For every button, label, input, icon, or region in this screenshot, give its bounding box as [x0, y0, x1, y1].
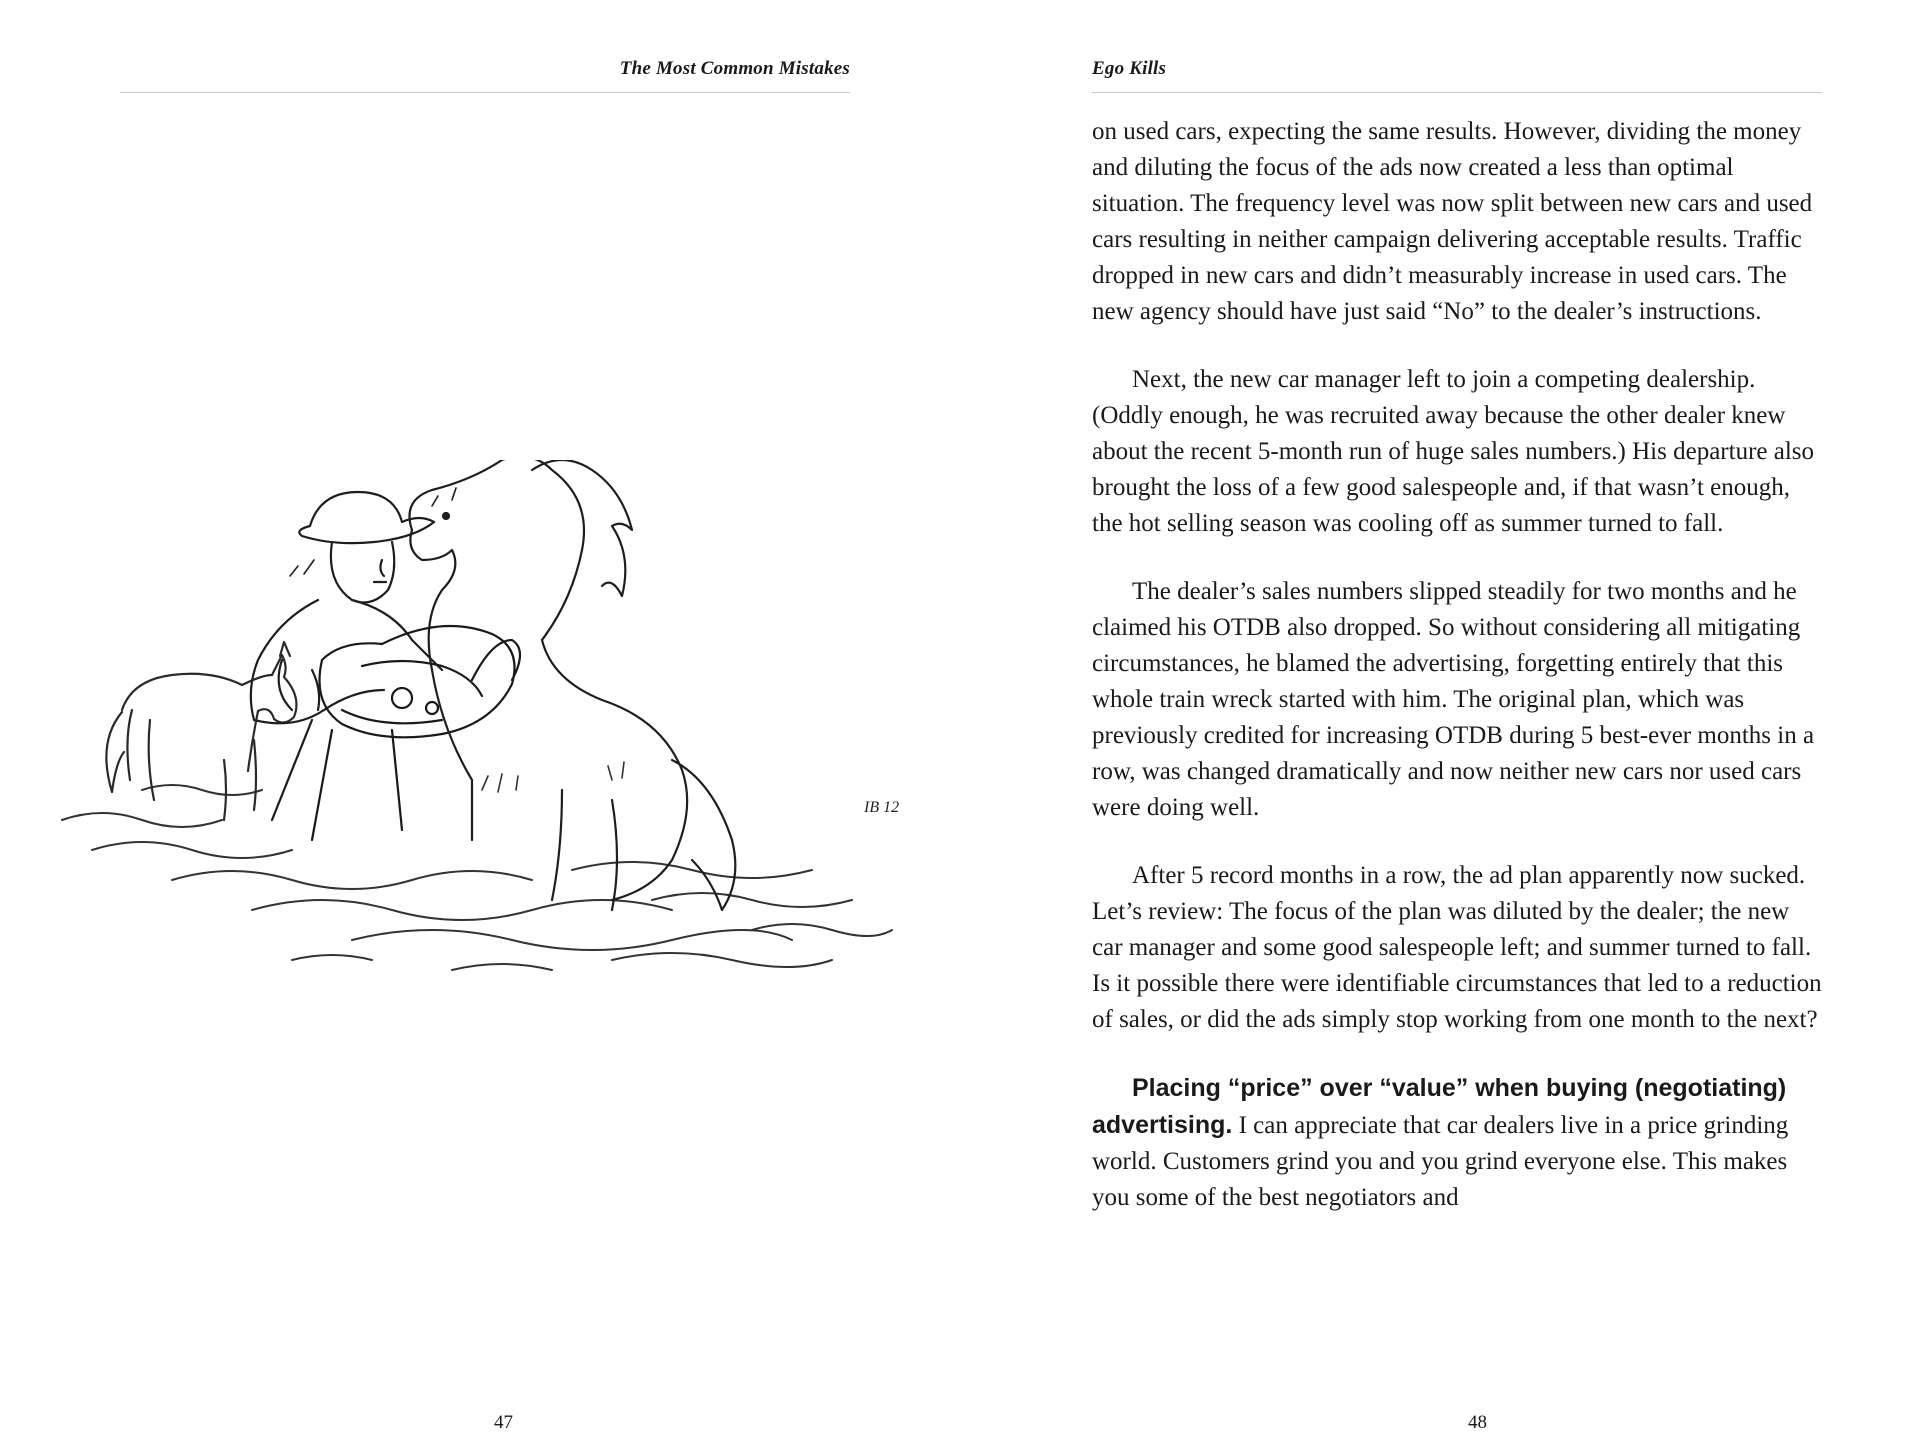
- paragraph: Next, the new car manager left to join a competing dealership. (Oddly enough, he was recruited away because the other dealer knew about the recent 5-month run of huge sales numbers.) His departure also brought the loss of a few good salespeople and, if that wasn’t enough, the hot selling season was cooling off as summer turned to fall.: [1092, 366, 1815, 537]
- section-subhead: Placing “price” over “value” when buying (negotiating) advertising.: [1092, 1074, 1787, 1139]
- subhead-paragraph-text: I can appreciate that car dealers live in a price grinding world. Customers grind you and you grind everyone else. This makes you some of the best negotiators and: [1092, 1112, 1789, 1211]
- right-page: [960, 0, 1920, 1440]
- paragraph: on used cars, expecting the same results. However, dividing the money and diluting the focus of the ads now created a less than optimal situation. The frequency level was now split between new cars and used cars resulting in neither campaign delivering acceptable results. Traffic dropped in new cars and didn’t measurably increase in used cars. The new agency should have just said “No” to the dealer’s instructions.: [1092, 118, 1813, 325]
- header-rule-right: [1092, 92, 1822, 93]
- running-head-right: Ego Kills: [1092, 58, 1167, 79]
- saddle: [272, 626, 520, 840]
- water-ripples: [62, 785, 892, 970]
- subhead-paragraph: [1092, 1070, 1822, 1216]
- running-head-left: The Most Common Mistakes: [619, 58, 850, 79]
- artist-signature: IB 12: [864, 799, 900, 816]
- page-number-right: 48: [1468, 1412, 1487, 1433]
- splash-marks: [482, 762, 624, 792]
- body-text: [1092, 114, 1822, 1248]
- header-rule-left: [120, 92, 850, 93]
- page-number-left: 47: [494, 1412, 513, 1433]
- paragraph: After 5 record months in a row, the ad plan apparently now sucked. Let’s review: The focus of the plan was diluted by the dealer; the new car manager and some good salespeople left; and summer turned to fall. Is it possible there were identifiable circumstances that led to a reduction of sales, or did the ads simply stop working from one month to the next?: [1092, 862, 1822, 1033]
- cowboy-figure: [251, 492, 442, 723]
- rearing-horse: [410, 460, 736, 910]
- cowboy-horses-illustration: [52, 460, 982, 1000]
- small-horse: [106, 642, 296, 820]
- paragraph: The dealer’s sales numbers slipped steadily for two months and he claimed his OTDB also dropped. So without considering all mitigating circumstances, he blamed the advertising, forgetting entirely that this whole train wreck started with him. The original plan, which was previously credited for increasing OTDB during 5 best-ever months in a row, was changed dramatically and now neither new cars nor used cars were doing well.: [1092, 578, 1815, 821]
